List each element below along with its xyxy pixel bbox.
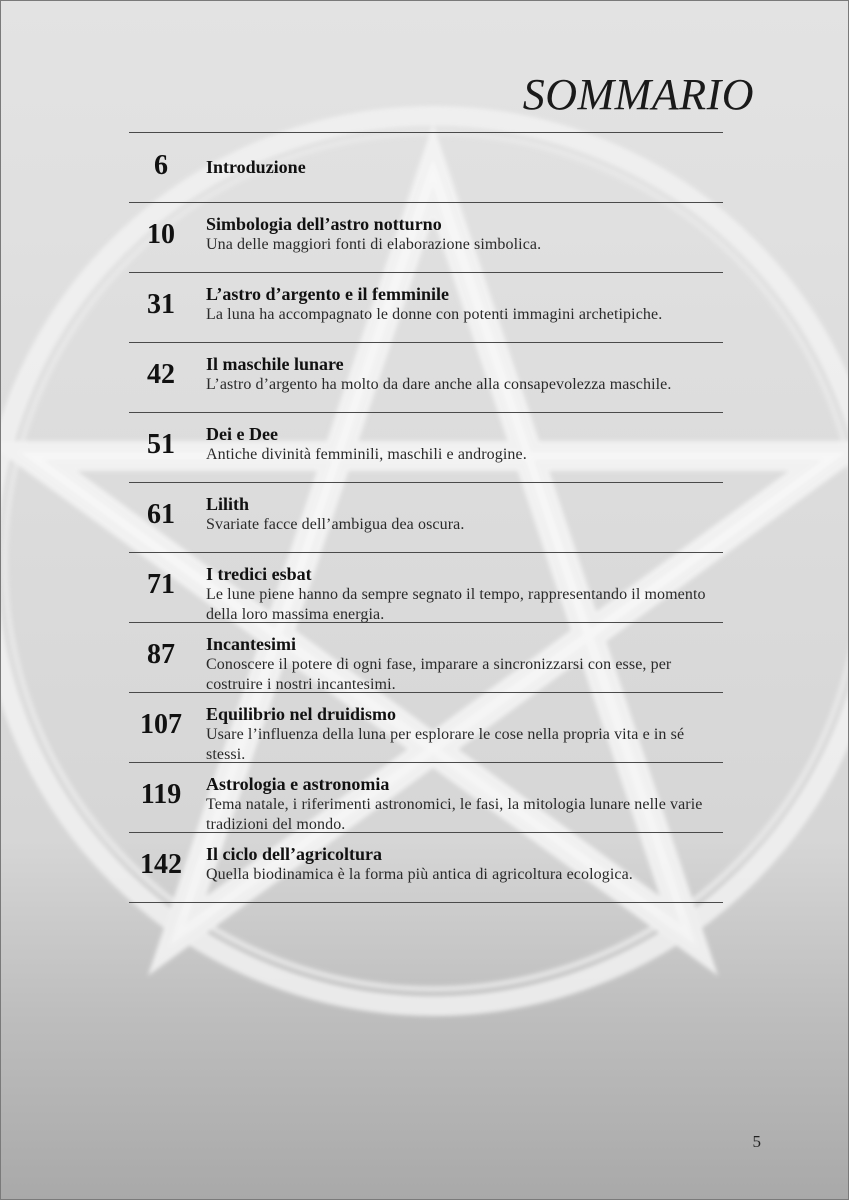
toc-heading: L’astro d’argento e il femminile — [206, 284, 449, 304]
toc-page-number: 119 — [140, 779, 182, 810]
toc-description: Le lune piene hanno da sempre segnato il tempo, rappresentando il momento della loro massima energia. — [206, 586, 706, 623]
toc-entry[interactable] — [129, 203, 723, 273]
toc-heading: Dei e Dee — [206, 424, 278, 444]
toc-entry[interactable] — [129, 693, 723, 763]
toc-entry[interactable] — [129, 623, 723, 693]
toc-description: Antiche divinità femminili, maschili e androgine. — [206, 446, 527, 463]
toc-page-number: 31 — [147, 289, 175, 320]
toc-page-number: 51 — [147, 429, 175, 460]
toc-description: La luna ha accompagnato le donne con potenti immagini archetipiche. — [206, 306, 663, 323]
toc-heading: Il ciclo dell’agricoltura — [206, 844, 382, 864]
toc-page-number: 107 — [140, 709, 182, 740]
toc-entry[interactable] — [129, 133, 723, 203]
toc-page-number: 42 — [147, 359, 175, 390]
toc-entry[interactable] — [129, 273, 723, 343]
toc-page-number: 6 — [154, 150, 168, 181]
toc-entry[interactable] — [129, 343, 723, 413]
toc-heading: Simbologia dell’astro notturno — [206, 214, 442, 234]
toc-description: Tema natale, i riferimenti astronomici, le fasi, la mitologia lunare nelle varie tradizioni del mondo. — [206, 796, 703, 833]
toc-heading: Equilibrio nel druidismo — [206, 704, 397, 724]
toc-page-number: 61 — [147, 499, 175, 530]
toc-entry[interactable] — [129, 413, 723, 483]
toc-description: L’astro d’argento ha molto da dare anche alla consapevolezza maschile. — [206, 376, 672, 393]
toc-heading: Astrologia e astronomia — [206, 774, 390, 794]
toc-entry[interactable] — [129, 763, 723, 833]
toc-heading: Incantesimi — [206, 634, 296, 654]
toc-heading: Lilith — [206, 494, 250, 514]
toc-page-number: 10 — [147, 219, 175, 250]
toc-description: Conoscere il potere di ogni fase, imparare a sincronizzarsi con esse, per costruire i nostri incantesimi. — [206, 656, 672, 693]
page-title: SOMMARIO — [522, 70, 754, 119]
toc-description: Svariate facce dell’ambigua dea oscura. — [206, 516, 465, 533]
toc-description: Usare l’influenza della luna per esplorare le cose nella propria vita e in sé stessi. — [206, 726, 685, 763]
toc-heading: Introduzione — [206, 157, 306, 177]
table-of-contents — [129, 132, 723, 903]
page-number: 5 — [752, 1132, 761, 1151]
toc-page-number: 71 — [147, 569, 175, 600]
toc-description: Una delle maggiori fonti di elaborazione simbolica. — [206, 236, 542, 253]
toc-entry[interactable] — [129, 553, 723, 623]
toc-page-number: 142 — [140, 849, 182, 880]
toc-description: Quella biodinamica è la forma più antica di agricoltura ecologica. — [206, 866, 633, 883]
toc-heading: I tredici esbat — [206, 564, 312, 584]
toc-entry[interactable] — [129, 833, 723, 903]
toc-entry[interactable] — [129, 483, 723, 553]
toc-heading: Il maschile lunare — [206, 354, 344, 374]
toc-page-number: 87 — [147, 639, 175, 670]
